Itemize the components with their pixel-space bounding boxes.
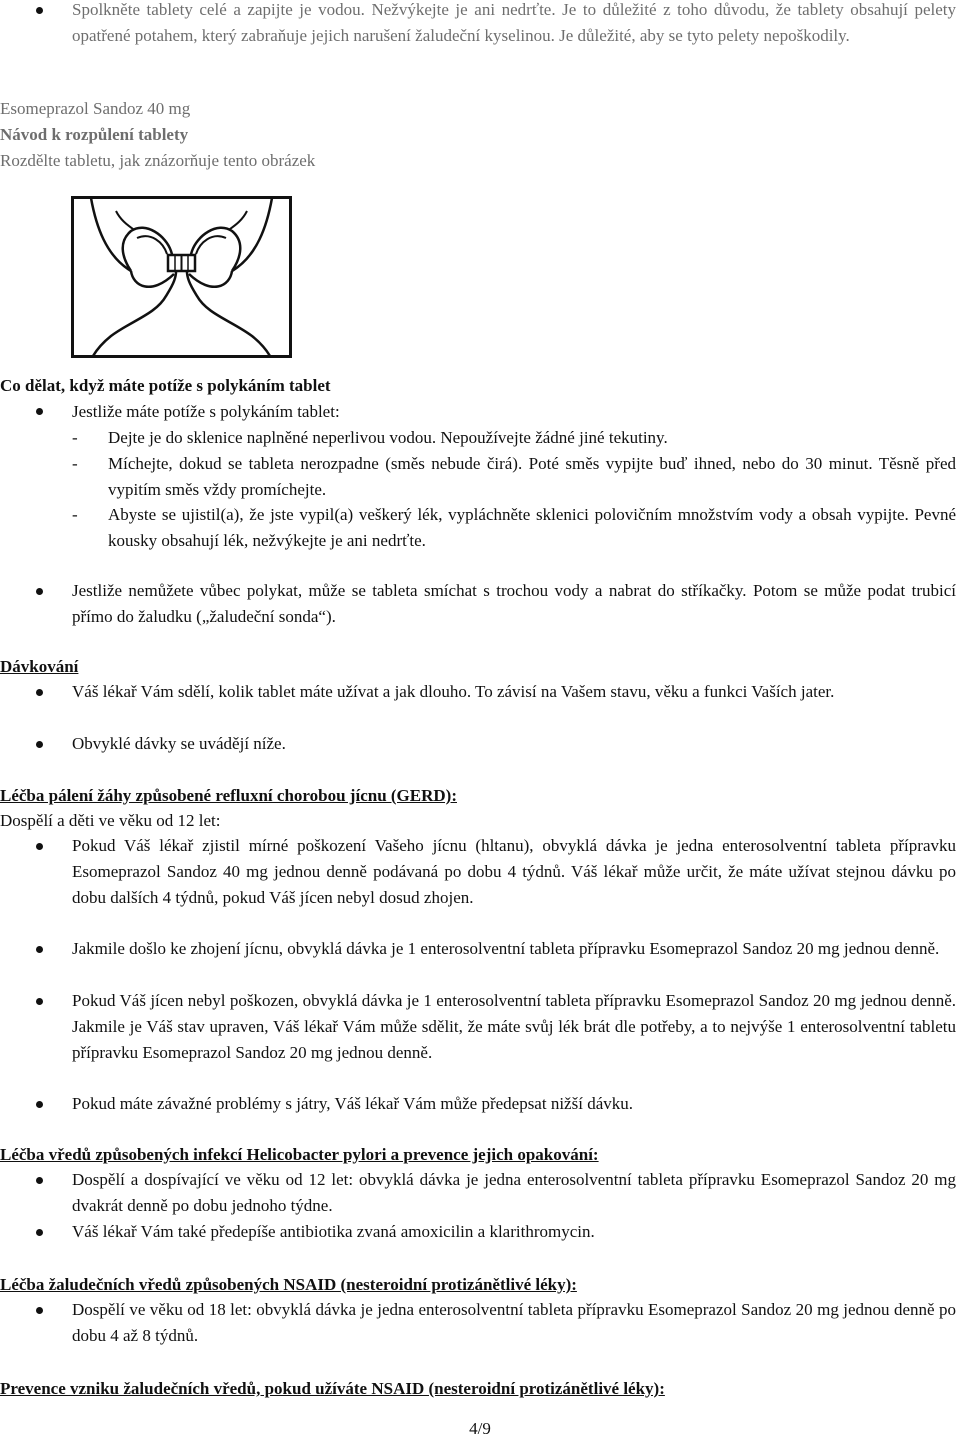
- prevention-heading: Prevence vzniku žaludečních vředů, pokud užíváte NSAID (nesteroidní protizánětlivé léky):: [0, 1379, 665, 1398]
- bullet-icon: [36, 7, 43, 14]
- gerd-bullet: Pokud máte závažné problémy s játry, Váš lékař Vám může předepsat nižší dávku.: [72, 1094, 633, 1113]
- dosage-bullet: Obvyklé dávky se uvádějí níže.: [72, 734, 286, 753]
- bullet-icon: [36, 843, 43, 850]
- tablet-splitting-illustration: [71, 196, 292, 358]
- bullet-icon: [36, 946, 43, 953]
- bullet-icon: [36, 1101, 43, 1108]
- bullet-icon: [36, 998, 43, 1005]
- dash-marker: -: [72, 505, 78, 524]
- bullet-icon: [36, 1229, 43, 1236]
- dosage-bullet: Váš lékař Vám sdělí, kolik tablet máte užívat a jak dlouho. To závisí na Vašem stavu, věku a funkci Vaších jater.: [72, 682, 835, 701]
- feeding-tube-bullet: Jestliže nemůžete vůbec polykat, může se tableta smíchat s trochou vody a nabrat do stříkačky. Potom se může podat trubicí přímo do žaludku („žaludeční sonda“).: [72, 581, 956, 626]
- nsaid-bullet: Dospělí ve věku od 18 let: obvyklá dávka je jedna enterosolventní tableta přípravku Esomeprazol Sandoz 20 mg jednou denně po dobu 4 až 8 týdnů.: [72, 1300, 956, 1345]
- halving-title: Návod k rozpůlení tablety: [0, 125, 189, 144]
- bullet-icon: [36, 408, 43, 415]
- swallowing-step: Dejte je do sklenice naplněné neperlivou vodou. Nepoužívejte žádné jiné tekutiny.: [108, 428, 668, 447]
- swallowing-heading: Co dělat, když máte potíže s polykáním tablet: [0, 376, 331, 395]
- product-name: Esomeprazol Sandoz 40 mg: [0, 99, 191, 118]
- gerd-bullet: Jakmile došlo ke zhojení jícnu, obvyklá dávka je 1 enterosolventní tableta přípravku Esomeprazol Sandoz 20 mg jednou denně.: [72, 939, 940, 958]
- helicobacter-bullet: Dospělí a dospívající ve věku od 12 let: obvyklá dávka je jedna enterosolventní tableta přípravku Esomeprazol Sandoz 20 mg dvakrát denně po dobu jednoho týdne.: [72, 1170, 956, 1215]
- gerd-heading: Léčba pálení žáhy způsobené refluxní chorobou jícnu (GERD):: [0, 786, 457, 805]
- swallowing-bullet: Jestliže máte potíže s polykáním tablet:: [72, 402, 340, 421]
- helicobacter-bullet: Váš lékař Vám také předepíše antibiotika zvaná amoxicilin a klarithromycin.: [72, 1222, 595, 1241]
- nsaid-heading: Léčba žaludečních vředů způsobených NSAID (nesteroidní protizánětlivé léky):: [0, 1275, 577, 1294]
- bullet-icon: [36, 741, 43, 748]
- page-number: 4/9: [469, 1419, 491, 1438]
- bullet-icon: [36, 689, 43, 696]
- gerd-subheading: Dospělí a děti ve věku od 12 let:: [0, 811, 221, 830]
- dash-marker: -: [72, 428, 78, 447]
- gerd-bullet: Pokud Váš lékař zjistil mírné poškození Vašeho jícnu (hltanu), obvyklá dávka je jedna enterosolventní tableta přípravku Esomeprazol Sandoz 40 mg jednou denně podávaná po dobu 4 týdnů. Váš lékař může určit, že máte užívat stejnou dávku po dobu dalších 4 týdnů, pokud Váš jícen nebyl dosud zhojen.: [72, 836, 956, 907]
- helicobacter-heading: Léčba vředů způsobených infekcí Helicobacter pylori a prevence jejich opakování:: [0, 1145, 599, 1164]
- gerd-bullet: Pokud Váš jícen nebyl poškozen, obvyklá dávka je 1 enterosolventní tableta přípravku Esomeprazol Sandoz 20 mg jednou denně. Jakmile je Váš stav upraven, Váš lékař Vám může sdělit, že máte svůj lék brát dle potřeby, a to nejvýše 1 enterosolventní tabletu přípravku Esomeprazol Sandoz 20 mg jednou denně.: [72, 991, 956, 1062]
- intro-paragraph: Spolkněte tablety celé a zapijte je vodou. Nežvýkejte je ani nedrťte. Je to důležité z toho důvodu, že tablety obsahují pelety opatřené potahem, který zabraňuje jejich narušení žaludeční kyselinou. Je důležité, aby se tyto pelety nepoškodily.: [72, 0, 956, 45]
- swallowing-step: Míchejte, dokud se tableta nerozpadne (směs nebude čirá). Poté směs vypijte buď ihned, nebo do 30 minut. Těsně před vypitím směs vždy promíchejte.: [108, 454, 956, 499]
- halving-instruction: Rozdělte tabletu, jak znázorňuje tento obrázek: [0, 151, 316, 170]
- bullet-icon: [36, 588, 43, 595]
- bullet-icon: [36, 1307, 43, 1314]
- dash-marker: -: [72, 454, 78, 473]
- swallowing-step: Abyste se ujistil(a), že jste vypil(a) veškerý lék, vypláchněte sklenici polovičním množstvím vody a obsah vypijte. Pevné kousky obsahují lék, nežvýkejte je ani nedrťte.: [108, 505, 956, 550]
- dosage-heading: Dávkování: [0, 657, 79, 676]
- bullet-icon: [36, 1177, 43, 1184]
